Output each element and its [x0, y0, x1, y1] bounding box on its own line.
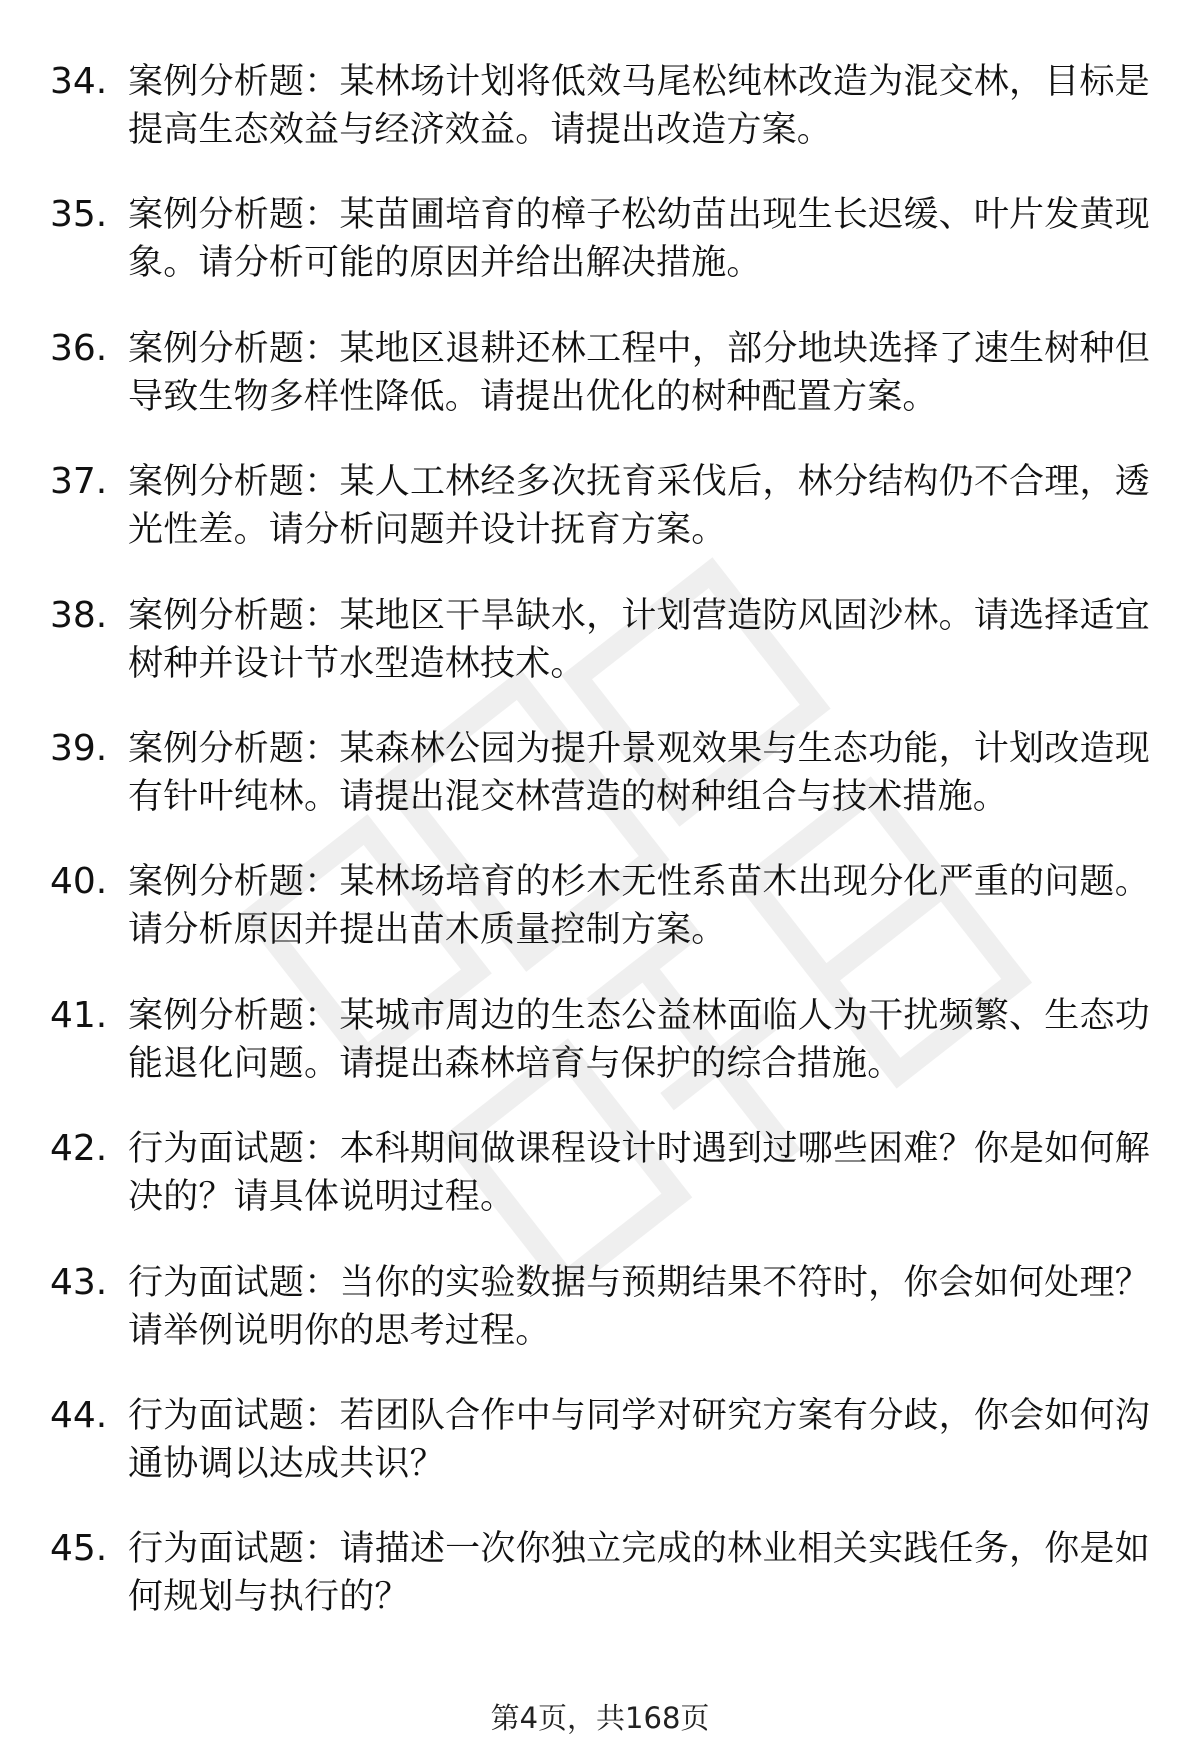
list-item — [50, 1259, 1150, 1392]
question-text: 行为面试题：请描述一次你独立完成的林业相关实践任务，你是如何规划与执行的？ — [128, 1529, 1150, 1618]
question-number: 39. — [50, 727, 108, 769]
question-number: 35. — [50, 194, 108, 236]
question-text: 案例分析题：某城市周边的生态公益林面临人为干扰频繁、生态功能退化问题。请提出森林培育与保护的综合措施。 — [128, 995, 1150, 1084]
question-number: 38. — [50, 594, 108, 636]
question-text: 行为面试题：本科期间做课程设计时遇到过哪些困难？你是如何解决的？请具体说明过程。 — [128, 1129, 1150, 1218]
question-text: 行为面试题：若团队合作中与同学对研究方案有分歧，你会如何沟通协调以达成共识？ — [128, 1395, 1150, 1484]
question-text: 案例分析题：某地区干旱缺水，计划营造防风固沙林。请选择适宜树种并设计节水型造林技术。 — [128, 595, 1150, 684]
question-text: 案例分析题：某森林公园为提升景观效果与生态功能，计划改造现有针叶纯林。请提出混交林营造的树种组合与技术措施。 — [128, 728, 1150, 817]
list-item — [50, 191, 1150, 324]
question-number: 34. — [50, 61, 108, 102]
list-item — [50, 858, 1150, 991]
question-text: 案例分析题：某人工林经多次抚育采伐后，林分结构仍不合理，透光性差。请分析问题并设计抚育方案。 — [128, 462, 1150, 551]
question-number: 36. — [50, 327, 108, 369]
question-number: 44. — [50, 1394, 108, 1436]
list-item — [50, 592, 1150, 725]
question-number: 45. — [50, 1528, 108, 1570]
list-item — [50, 992, 1150, 1125]
list-item — [50, 1525, 1150, 1658]
question-number: 41. — [50, 994, 108, 1036]
question-text: 案例分析题：某苗圃培育的樟子松幼苗出现生长迟缓、叶片发黄现象。请分析可能的原因并给出解决措施。 — [128, 195, 1150, 284]
question-number: 43. — [50, 1261, 108, 1303]
list-item — [50, 458, 1150, 591]
question-text: 案例分析题：某林场计划将低效马尾松纯林改造为混交林，目标是提高生态效益与经济效益。请提出改造方案。 — [128, 62, 1150, 150]
question-number: 42. — [50, 1128, 108, 1170]
question-text: 案例分析题：某林场培育的杉木无性系苗木出现分化严重的问题。请分析原因并提出苗木质量控制方案。 — [128, 862, 1150, 951]
question-number: 37. — [50, 461, 108, 503]
question-number: 40. — [50, 861, 108, 903]
list-item — [50, 325, 1150, 458]
list-item — [50, 1125, 1150, 1258]
list-item — [50, 1392, 1150, 1525]
list-item — [50, 58, 1150, 191]
question-text: 案例分析题：某地区退耕还林工程中，部分地块选择了速生树种但导致生物多样性降低。请提出优化的树种配置方案。 — [128, 328, 1150, 417]
page-number-footer: 第4页，共168页 — [490, 1701, 710, 1735]
list-item — [50, 725, 1150, 858]
question-text: 行为面试题：当你的实验数据与预期结果不符时，你会如何处理？请举例说明你的思考过程。 — [128, 1262, 1150, 1351]
question-list — [50, 58, 1150, 1659]
